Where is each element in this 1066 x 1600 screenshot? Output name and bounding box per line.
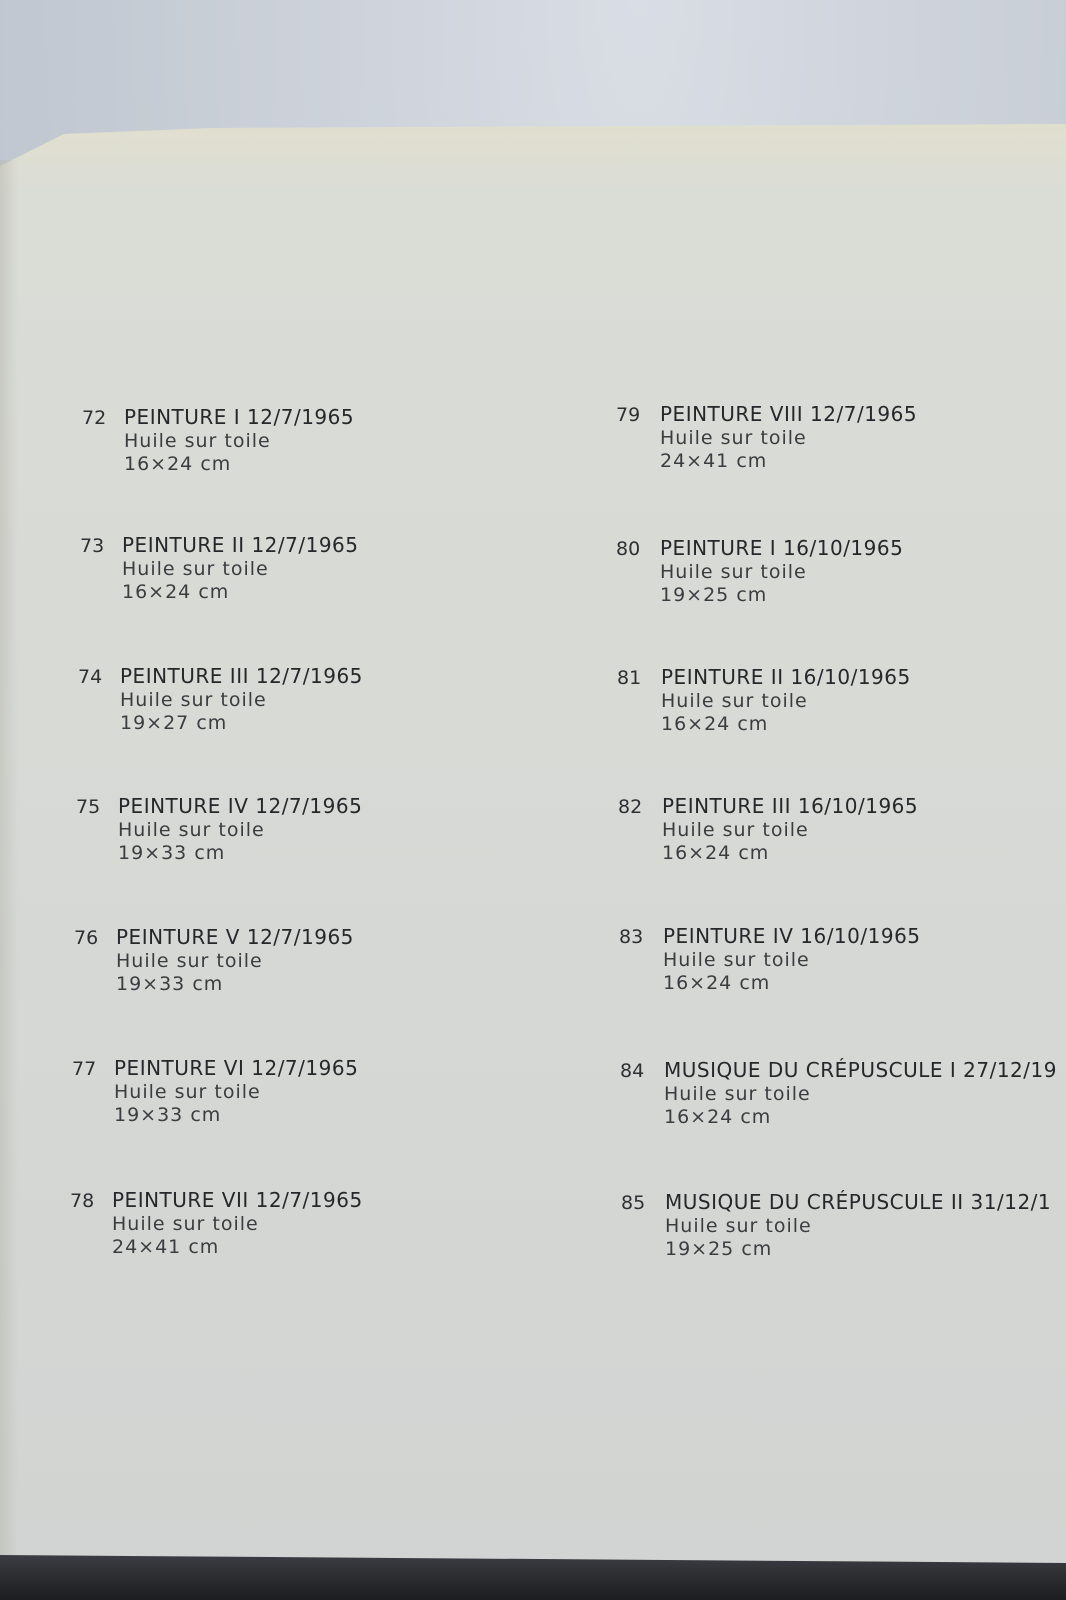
catalog-entry-81 xyxy=(617,665,911,735)
entry-medium: Huile sur toile xyxy=(660,427,807,449)
entry-medium: Huile sur toile xyxy=(120,689,267,711)
entry-title: PEINTURE III 16/10/1965 xyxy=(662,794,919,818)
entry-dimensions: 19×25 cm xyxy=(660,584,768,606)
entry-title: PEINTURE III 12/7/1965 xyxy=(120,664,363,688)
entry-dimensions: 16×24 cm xyxy=(124,453,232,475)
entry-dimensions: 16×24 cm xyxy=(661,713,769,735)
entry-body xyxy=(660,536,903,606)
entry-body xyxy=(664,1058,1057,1128)
entry-number: 85 xyxy=(621,1192,646,1214)
entry-number: 82 xyxy=(618,796,643,818)
entry-body xyxy=(661,665,911,735)
entry-medium: Huile sur toile xyxy=(122,558,269,580)
entry-number: 80 xyxy=(616,538,641,560)
entry-number: 73 xyxy=(80,535,105,557)
entry-dimensions: 19×33 cm xyxy=(118,842,226,864)
entry-dimensions: 16×24 cm xyxy=(663,972,771,994)
entry-medium: Huile sur toile xyxy=(118,819,265,841)
entry-title: PEINTURE VI 12/7/1965 xyxy=(114,1056,359,1080)
entry-medium: Huile sur toile xyxy=(114,1081,261,1103)
entry-title: PEINTURE II 12/7/1965 xyxy=(122,533,359,557)
entry-body xyxy=(112,1188,363,1258)
catalog-entry-80 xyxy=(616,536,903,606)
entry-medium: Huile sur toile xyxy=(662,819,809,841)
entry-medium: Huile sur toile xyxy=(665,1215,812,1237)
entry-title: PEINTURE VIII 12/7/1965 xyxy=(660,402,918,426)
entry-body xyxy=(116,925,354,995)
entry-title: PEINTURE IV 16/10/1965 xyxy=(663,924,921,948)
entry-dimensions: 16×24 cm xyxy=(662,842,770,864)
entry-number: 72 xyxy=(82,407,107,429)
catalog-entry-79 xyxy=(616,402,917,472)
entry-dimensions: 19×33 cm xyxy=(114,1104,222,1126)
entry-dimensions: 16×24 cm xyxy=(664,1106,772,1128)
entry-title: PEINTURE IV 12/7/1965 xyxy=(118,794,363,818)
catalog-entry-85 xyxy=(621,1190,1051,1260)
catalog-entry-83 xyxy=(619,924,921,994)
entry-body xyxy=(122,533,359,603)
entry-number: 81 xyxy=(617,667,642,689)
entry-number: 79 xyxy=(616,404,641,426)
entry-number: 83 xyxy=(619,926,644,948)
entry-medium: Huile sur toile xyxy=(112,1213,259,1235)
entry-body xyxy=(120,664,363,734)
catalog-entry-75 xyxy=(76,794,362,864)
entry-title: PEINTURE I 16/10/1965 xyxy=(660,536,904,560)
entry-number: 77 xyxy=(72,1058,97,1080)
entry-number: 78 xyxy=(70,1190,95,1212)
entry-medium: Huile sur toile xyxy=(661,690,808,712)
entry-body xyxy=(118,794,362,864)
entry-number: 76 xyxy=(74,927,99,949)
entry-number: 84 xyxy=(620,1060,645,1082)
entry-medium: Huile sur toile xyxy=(664,1083,811,1105)
entry-medium: Huile sur toile xyxy=(663,949,810,971)
entry-dimensions: 19×33 cm xyxy=(116,973,224,995)
entry-dimensions: 24×41 cm xyxy=(112,1236,220,1258)
entry-medium: Huile sur toile xyxy=(116,950,263,972)
entry-title: PEINTURE VII 12/7/1965 xyxy=(112,1188,363,1212)
entry-dimensions: 24×41 cm xyxy=(660,450,768,472)
catalog-entry-74 xyxy=(78,664,363,734)
entry-title: PEINTURE V 12/7/1965 xyxy=(116,925,354,949)
entry-body xyxy=(663,924,921,994)
catalog-entry-72 xyxy=(82,405,354,475)
entry-medium: Huile sur toile xyxy=(660,561,807,583)
catalog-entry-78 xyxy=(70,1188,363,1258)
entry-title: MUSIQUE DU CRÉPUSCULE II 31/12/1 xyxy=(665,1190,1052,1214)
entry-medium: Huile sur toile xyxy=(124,430,271,452)
entry-dimensions: 19×27 cm xyxy=(120,712,228,734)
catalog-entry-73 xyxy=(80,533,359,603)
entry-title: PEINTURE I 12/7/1965 xyxy=(124,405,355,429)
entry-body xyxy=(660,402,917,472)
entry-dimensions: 16×24 cm xyxy=(122,581,230,603)
catalog-entry-84 xyxy=(620,1058,1057,1128)
entry-dimensions: 19×25 cm xyxy=(665,1238,773,1260)
entry-title: MUSIQUE DU CRÉPUSCULE I 27/12/19 xyxy=(664,1058,1057,1082)
entry-body xyxy=(114,1056,358,1126)
entry-body xyxy=(665,1190,1051,1260)
entry-body xyxy=(124,405,354,475)
entry-number: 75 xyxy=(76,796,101,818)
catalog-entry-77 xyxy=(72,1056,358,1126)
entry-body xyxy=(662,794,918,864)
catalog-entry-76 xyxy=(74,925,354,995)
catalog-entry-82 xyxy=(618,794,918,864)
entry-title: PEINTURE II 16/10/1965 xyxy=(661,665,911,689)
entry-number: 74 xyxy=(78,666,103,688)
